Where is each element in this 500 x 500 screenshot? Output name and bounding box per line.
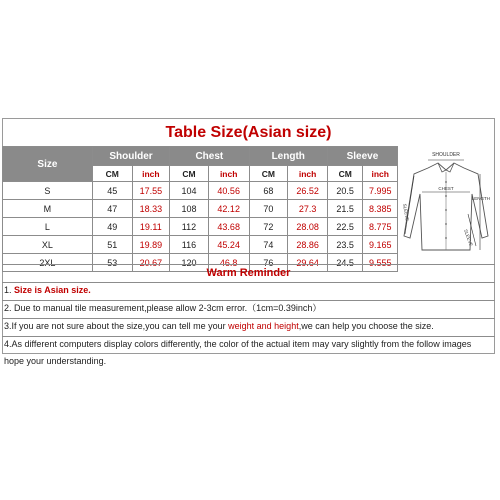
table-row bbox=[3, 200, 398, 218]
shoulder-inch-cell: 20.67 bbox=[132, 254, 170, 272]
note-1-prefix: 1. bbox=[4, 285, 15, 295]
chest-cm-cell: 108 bbox=[170, 200, 209, 218]
sleeve-cm-cell: 24.5 bbox=[327, 254, 363, 272]
shoulder-inch-cell: 19.89 bbox=[132, 236, 170, 254]
note-3-highlight: weight and height bbox=[228, 321, 299, 331]
note-4-line-1: 4.As different computers display colors differently, the color of the actual item may vary slightly from the follow images bbox=[2, 336, 495, 354]
length-cm-cell: 68 bbox=[249, 182, 288, 200]
shoulder-cm-cell: 49 bbox=[92, 218, 132, 236]
chest-label: CHEST bbox=[438, 186, 454, 191]
length-cm-cell: 74 bbox=[249, 236, 288, 254]
note-4-line-2: hope your understanding. bbox=[4, 356, 107, 366]
chest-inch-cell: 43.68 bbox=[208, 218, 249, 236]
cm-subheader: CM bbox=[327, 166, 363, 182]
chest-inch-cell: 40.56 bbox=[208, 182, 249, 200]
cm-subheader: CM bbox=[170, 166, 209, 182]
table-row bbox=[3, 236, 398, 254]
size-table bbox=[2, 146, 398, 272]
sleeve-header: Sleeve bbox=[327, 147, 397, 166]
chest-inch-cell: 45.24 bbox=[208, 236, 249, 254]
length-cm-cell: 72 bbox=[249, 218, 288, 236]
shoulder-cm-cell: 47 bbox=[92, 200, 132, 218]
sleeve-cm-cell: 21.5 bbox=[327, 200, 363, 218]
cm-subheader: CM bbox=[249, 166, 288, 182]
sleeve-right-label: SLEEVE bbox=[463, 228, 474, 247]
shoulder-label: SHOULDER bbox=[432, 152, 460, 158]
shoulder-cm-cell: 53 bbox=[92, 254, 132, 272]
size-header: Size bbox=[3, 147, 93, 182]
chest-header: Chest bbox=[170, 147, 249, 166]
chest-cm-cell: 116 bbox=[170, 236, 209, 254]
shirt-measurement-diagram bbox=[398, 146, 495, 264]
note-1-highlight: Size is Asian size. bbox=[14, 285, 91, 295]
sleeve-left-label: SLEEVE bbox=[402, 203, 410, 222]
sleeve-inch-cell: 9.165 bbox=[363, 236, 398, 254]
length-label: LENGTH bbox=[471, 196, 490, 201]
size-cell: M bbox=[3, 200, 93, 218]
chest-inch-cell: 46.8 bbox=[208, 254, 249, 272]
warm-reminder-title: Warm Reminder bbox=[2, 264, 495, 282]
shoulder-inch-cell: 19.11 bbox=[132, 218, 170, 236]
shoulder-cm-cell: 45 bbox=[92, 182, 132, 200]
inch-subheader: inch bbox=[363, 166, 398, 182]
sleeve-cm-cell: 22.5 bbox=[327, 218, 363, 236]
table-title: Table Size(Asian size) bbox=[165, 124, 332, 141]
shoulder-header: Shoulder bbox=[92, 147, 169, 166]
inch-subheader: inch bbox=[288, 166, 328, 182]
note-1 bbox=[2, 282, 495, 300]
chest-inch-cell: 42.12 bbox=[208, 200, 249, 218]
note-2: 2. Due to manual tile measurement,please allow 2-3cm error.（1cm=0.39inch） bbox=[2, 300, 495, 318]
note-3-text-b: ,we can help you choose the size. bbox=[298, 321, 434, 331]
size-cell: L bbox=[3, 218, 93, 236]
table-row bbox=[3, 218, 398, 236]
sleeve-inch-cell: 7.995 bbox=[363, 182, 398, 200]
chest-cm-cell: 104 bbox=[170, 182, 209, 200]
length-inch-cell: 28.08 bbox=[288, 218, 328, 236]
chest-cm-cell: 112 bbox=[170, 218, 209, 236]
length-cm-cell: 76 bbox=[249, 254, 288, 272]
shoulder-inch-cell: 18.33 bbox=[132, 200, 170, 218]
cm-subheader: CM bbox=[92, 166, 132, 182]
length-cm-cell: 70 bbox=[249, 200, 288, 218]
sleeve-inch-cell: 8.775 bbox=[363, 218, 398, 236]
size-cell: XL bbox=[3, 236, 93, 254]
shirt-collar bbox=[438, 163, 454, 172]
length-header: Length bbox=[249, 147, 327, 166]
inch-subheader: inch bbox=[208, 166, 249, 182]
table-row bbox=[3, 182, 398, 200]
chest-cm-cell: 120 bbox=[170, 254, 209, 272]
shoulder-cm-cell: 51 bbox=[92, 236, 132, 254]
sleeve-cm-cell: 23.5 bbox=[327, 236, 363, 254]
sleeve-inch-cell: 9.555 bbox=[363, 254, 398, 272]
length-inch-cell: 29.64 bbox=[288, 254, 328, 272]
length-inch-cell: 28.86 bbox=[288, 236, 328, 254]
inch-subheader: inch bbox=[132, 166, 170, 182]
size-cell: S bbox=[3, 182, 93, 200]
shoulder-inch-cell: 17.55 bbox=[132, 182, 170, 200]
length-inch-cell: 27.3 bbox=[288, 200, 328, 218]
size-cell: 2XL bbox=[3, 254, 93, 272]
note-3 bbox=[2, 318, 495, 336]
length-inch-cell: 26.52 bbox=[288, 182, 328, 200]
note-3-text-a: 3.If you are not sure about the size,you can tell me your bbox=[4, 321, 229, 331]
sleeve-cm-cell: 20.5 bbox=[327, 182, 363, 200]
sleeve-inch-cell: 8.385 bbox=[363, 200, 398, 218]
